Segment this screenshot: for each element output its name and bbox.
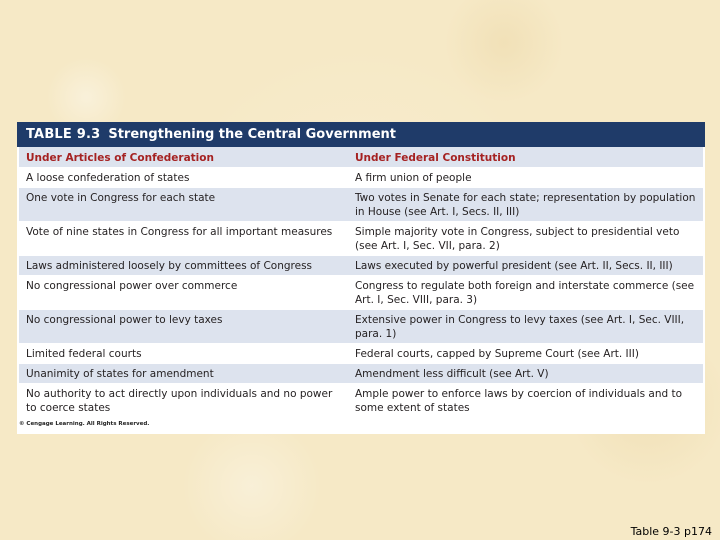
articles-cell: No congressional power to levy taxes [26, 314, 223, 326]
table-row [19, 168, 703, 188]
constitution-cell: Two votes in Senate for each state; representation by population in House (see Art. I, Secs. II, III) [355, 192, 696, 218]
table-number: TABLE 9.3 [26, 127, 101, 142]
comparison-table [17, 122, 705, 434]
constitution-cell: Laws executed by powerful president (see Art. II, Secs. II, III) [355, 260, 673, 272]
articles-cell: Vote of nine states in Congress for all important measures [26, 226, 333, 238]
articles-cell: No authority to act directly upon individuals and no power to coerce states [26, 388, 333, 414]
table-body [17, 147, 705, 418]
articles-cell: No congressional power over commerce [26, 280, 238, 292]
constitution-cell: A firm union of people [355, 172, 472, 184]
table-title: Strengthening the Central Government [108, 127, 397, 142]
table-row [19, 384, 703, 418]
table-row [19, 344, 703, 364]
table-row [19, 222, 703, 256]
constitution-cell: Ample power to enforce laws by coercion of individuals and to some extent of states [355, 388, 683, 414]
articles-cell: Laws administered loosely by committees of Congress [26, 260, 313, 272]
articles-cell: A loose confederation of states [26, 172, 190, 184]
constitution-cell: Amendment less difficult (see Art. V) [355, 368, 549, 380]
constitution-cell: Simple majority vote in Congress, subject to presidential veto (see Art. I, Sec. VII, para. 2) [355, 226, 680, 252]
articles-cell: One vote in Congress for each state [26, 192, 216, 204]
articles-cell: Limited federal courts [26, 348, 142, 360]
table-row [19, 256, 703, 276]
table-header-row [19, 147, 703, 168]
constitution-cell: Federal courts, capped by Supreme Court (see Art. III) [355, 348, 639, 360]
slide-caption: Table 9-3 p174 [630, 525, 712, 538]
constitution-cell: Congress to regulate both foreign and interstate commerce (see Art. I, Sec. VIII, para. 3) [355, 280, 695, 306]
copyright-notice: © Cengage Learning. All Rights Reserved. [19, 421, 150, 427]
articles-cell: Unanimity of states for amendment [26, 368, 214, 380]
table-row [19, 188, 703, 222]
table-row [19, 364, 703, 384]
table-title-bar [17, 122, 705, 147]
column-header-constitution: Under Federal Constitution [355, 152, 516, 164]
table-row [19, 310, 703, 344]
constitution-cell: Extensive power in Congress to levy taxes (see Art. I, Sec. VIII, para. 1) [355, 314, 685, 340]
table-row [19, 276, 703, 310]
column-header-articles: Under Articles of Confederation [26, 152, 214, 164]
